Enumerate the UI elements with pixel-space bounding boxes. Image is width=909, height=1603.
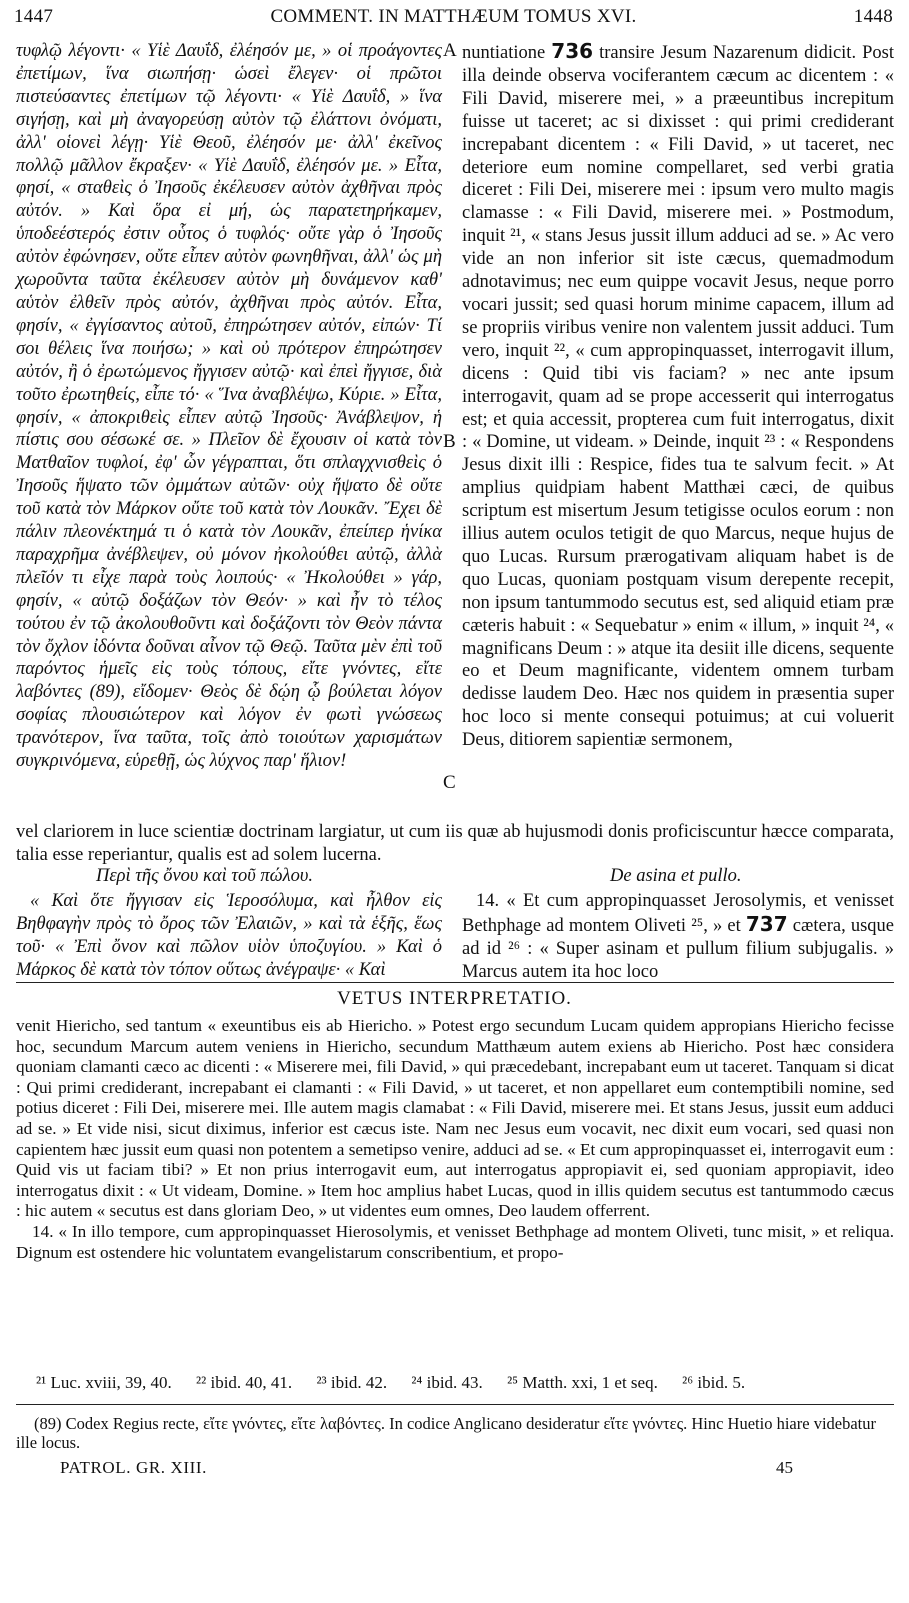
latin-column	[462, 40, 894, 752]
latin-text: transire Jesum Nazarenum didicit. Post illa deinde observa vociferantem cæcum ac dicentem : « Fili David, miserere mei, » a præeuntibus increpitum fuisse ut taceret; ac si dixisset : qui primi crediderant increpabant dicentem : « Fili David, » ut taceret, nec deteriore eum nomine compellaret, sed verbi gratia diceret : Fili Dei, miserere mei : ipsum vero multo magis clamasse : « Fili David, miserere mei. » Postmodum, inquit ²¹, « stans Jesus jussit illum adduci ad se. » Ac vero vide an non inferior sit iste cæcus, quemadmodum adnotavimus; nec eum quippe vocavit Jesus, neque porro vocari jussit; sed quasi horum minime capacem, illum ad se propriis viribus venire non valentem jussit adduci. Tum vero, inquit ²², « cum appropinquasset, interrogavit illum, dicens : Quid tibi vis faciam? » nec ante ipsum interrogavit, quam ad se prope accesserit qui interrogatus est; et quia accessit, propterea cum fuit interrogatus, dixit : « Domine, ut videam. » Deinde, inquit ²³ : « Respondens Jesus dixit illi : Respice, fides tua te salvum fecit. » At amplius quidpiam habent Matthæi cæci, de quibus scriptum est misertum Jesum tetigisse oculos eorum : non illius autem oculos tetigit de quo Marcus, neque hujus de quo Lucas. Rursum prærogativam aliquam habet is de quo Lucas, quoniam postquam visum derepente recepit, non ipsum tantummodo secutus est, sed aliquid etiam præ cæteris habuit : « Sequebatur » enim « illum, » inquit ²⁴, « magnificans Deum : » atque ita desiit ille dicens, sequente eo et Deum magnificante, videntem omnem turbam dedisse laudem Deo. Hæc nos quidem in præsentia super hoc loco si mente consequi potuimus; at cui voluerit Deus, ditiorem sapientiæ sermonem,	[462, 43, 894, 751]
greek-column	[16, 40, 442, 773]
footnote: ²² ibid. 40, 41.	[196, 1373, 293, 1392]
spanning-line-text: vel clariorem in luce scientiæ doctrinam largiatur, ut cum iis quæ ab hujusmodi donis proficiscuntur hæcce comparata, talia esse reperiantur, qualis est ad solem lucerna.	[16, 822, 894, 865]
running-title: COMMENT. IN MATTHÆUM TOMUS XVI.	[270, 6, 637, 27]
greek-section-14-text: « Καὶ ὅτε ἤγγισαν εἰς Ἱεροσόλυμα, καὶ ἦλθον εἰς Βηθφαγὴν πρὸς τὸ ὄρος τῶν Ἐλαιῶν, » καὶ τὰ ἑξῆς, ἕως τοῦ· « Ἐπὶ ὄνον καὶ πῶλον υἱὸν ὑποζυγίου. » Καὶ ὁ Μάρκος δὲ κατὰ τὸν τόπον οὕτως ἀνέγραψε· « Καὶ	[16, 891, 442, 980]
latin-section-heading: De asina et pullo.	[610, 866, 742, 886]
vetus-interpretatio-title: VETUS INTERPRETATIO.	[337, 988, 572, 1009]
footnote: ²⁴ ibid. 43.	[411, 1373, 483, 1392]
footnote: ²⁵ Matth. xxi, 1 et seq.	[507, 1373, 658, 1392]
divider-rule	[16, 982, 894, 983]
margin-letter-b: B	[443, 431, 456, 452]
latin-text-before: nuntiatione	[462, 43, 546, 63]
latin-section-14-after: cætera, usque ad id ²⁶ : « Super asinam et pullum filium subjugalis. » Marcus autem ita hoc loco	[462, 915, 895, 982]
vetus-paragraph-2: 14. « In illo tempore, cum appropinquasset Hierosolymis, et venisset Bethphage ad montem Oliveti, tunc misit, » et reliqua. Dignum est ostendere hic voluntatem evangelistarum conscribentium, et propo-	[16, 1221, 894, 1262]
running-header	[12, 4, 895, 32]
greek-section-heading: Περὶ τῆς ὄνου καὶ τοῦ πώλου.	[96, 866, 313, 886]
latin-section-14	[462, 890, 894, 984]
footnote: ²⁶ ibid. 5.	[682, 1373, 746, 1392]
latin-section-14-paragraph	[462, 890, 894, 984]
left-column-number: 1447	[14, 6, 54, 27]
footnote: ²¹ Luc. xviii, 39, 40.	[36, 1373, 172, 1392]
footnote: ²³ ibid. 42.	[316, 1373, 388, 1392]
vetus-paragraph-1: venit Hiericho, sed tantum « exeuntibus eis ab Hiericho. » Potest ergo secundum Lucam quidem appropians Hiericho fecisse hoc, secundum Marcum autem veniens in Hiericho, secundum Matthæum autem exiens ab Hiericho. Post hæc considera quoniam clamanti cæco ac dicenti : « Miserere mei, fili David, » qui præcedebant, increpabant eum ut taceret. Tanquam si dicat : Qui primi crediderant, increpabant ei clamanti : « Fili David, » ut taceret, et non appellaret eum contemptibili nomine, sed potius diceret : Fili Dei, miserere mei. Ille autem magis clamabat : « Fili David, miserere mei. Et stans Jesus, jussit eum adduci ad se. » Et vide nisi, sicut diximus, inferior est cæcus iste. Nam nec Jesus eum vocavit, nec dixit eum vocari, sed quasi non capientem hæc jussit eum quasi non potentem a semetipso venire, adduci ad se. « Et cum appropinquasset ei, interrogavit eum : Quid vis ut faciam tibi? » Et non prius interrogavit eum, aut interrogatus appropiavit ei, sed quoniam appropiavit, ideo interrogatus dixit : « Ut videam, Domine. » Item hoc amplius habet Lucas, quod in illis quidem secutus est tantummodo cæcus : hic autem « secutus est dans gloriam Deo, » ut videntes eum omnes, Deo laudem offerrent.	[16, 1016, 894, 1221]
column-number-737: 737	[745, 911, 788, 936]
footnote-rule	[16, 1404, 894, 1405]
footnotes	[36, 1373, 894, 1393]
column-number-736: 736	[551, 39, 594, 63]
editor-note	[16, 1414, 894, 1452]
editor-note-text: (89) Codex Regius recte, εἴτε γνόντες, εἴτε λαβόντες. In codice Anglicano desideratur εἴτε γνόντες. Hinc Huetio hiare videbatur ille locus.	[16, 1414, 876, 1452]
section-headings	[16, 866, 894, 890]
margin-letter-c: C	[443, 772, 456, 793]
page-number: 45	[776, 1458, 793, 1477]
margin-letter-a: A	[443, 40, 457, 61]
latin-paragraph	[462, 40, 894, 752]
greek-section-14	[16, 890, 442, 982]
greek-text: τυφλῷ λέγοντι· « Υἱὲ Δαυΐδ, ἐλέησόν με, » οἱ προάγοντες ἐπετίμων, ἵνα σιωπήσῃ· ὡσεὶ ἔλεγεν· οἱ πρῶτοι πιστεύσαντες ἐπετίμων τῷ λέγοντι· « Υἱὲ Δαυΐδ, » ἵνα σιγήσῃ, καὶ μὴ ἀναγορεύσῃ αὐτὸν τῷ ἐλάττονι ὀνόματι, ἀλλ' οἱονεὶ λέγῃ· Υἱὲ Θεοῦ, ἐλέησόν με· ἀλλ' ἐκεῖνος πολλῷ μᾶλλον ἔκραξεν· « Υἱὲ Δαυΐδ, ἐλέησόν με. » Εἶτα, φησί, « σταθεὶς ὁ Ἰησοῦς ἐκέλευσεν αὐτὸν ἀχθῆναι πρὸς αὐτόν. » Καὶ ὅρα εἰ μή, ὡς παρατετηρήκαμεν, ὑποδεέστερός ἐστιν οὗτος ὁ τυφλός· οὔτε γὰρ ὁ Ἰησοῦς αὐτὸν ἐφώνησεν, οὔτε εἶπεν αὐτὸν φωνηθῆναι, ἀλλ' ὡς μὴ χωροῦντα ταῦτα ἐκέλευσεν αὐτὸν μὴ δυνάμενον καθ' αὑτὸν ἐλθεῖν πρὸς αὐτόν, ἀχθῆναι πρὸς αὐτόν. Εἶτα, φησίν, « ἐγγίσαντος αὐτοῦ, ἐπηρώτησεν αὐτόν, εἰπών· Τί σοι θέλεις ἵνα ποιήσω; » καὶ οὐ πρότερον ἐπηρώτησεν αὐτόν, ἢ ὁ ἐρωτώμενος ἤγγισεν αὐτῷ· καὶ ἐπεὶ ἤγγισε, διὰ τοῦτο ἐρωτηθείς, εἶπε τό· « Ἵνα ἀναβλέψω, Κύριε. » Εἶτα, φησίν, « ἀποκριθεὶς εἶπεν αὐτῷ Ἰησοῦς· Ἀνάβλεψον, ἡ πίστις σου σέσωκέ σε. » Πλεῖον δὲ ἔχουσιν οἱ κατὰ τὸν Ματθαῖον τυφλοί, ἐφ' ὧν γέγραπται, ὅτι σπλαγχνισθεὶς ὁ Ἰησοῦς ἥψατο τῶν ὀμμάτων αὐτῶν· οὐχ ἥψατο δὲ οὔτε τοῦ κατὰ τὸν Μάρκον οὔτε τοῦ κατὰ τὸν Λουκᾶν. Ἔχει δὲ πάλιν πλεονέκτημά τι ὁ κατὰ τὸν Λουκᾶν, ἐπείπερ ἡνίκα παραχρῆμα ἀνέβλεψεν, οὐ μόνον ἠκολούθει αὐτῷ, ἀλλὰ πλεῖόν τι εἶχε παρὰ τοὺς λοιπούς· « Ἠκολούθει » γάρ, φησίν, « αὐτῷ δοξάζων τὸν Θεόν· » καὶ ἦν τὸ τέλος τούτου ἐν τῷ ἀκολουθοῦντι καὶ δοξάζοντι τὸν Θεὸν πάντα τὸν ὄχλον ἰδόντα δοῦναι αἶνον τῷ Θεῷ. Ταῦτα μὲν ἐπὶ τοῦ παρόντος ἡμεῖς εἰς τοὺς τόπους, εἴτε γνόντες, εἴτε λαβόντες (89), εἴδομεν· Θεὸς δὲ δῴη ᾧ βούλεται λόγον σοφίας πλουσιώτερον καὶ λόγον ἐν φωτὶ γνώσεως τρανότερον, ἵνα ταῦτα, τοῖς ἀπὸ τοιούτων χαρισμάτων συγκρινόμενα, εὑρεθῇ, ὡς λύχνος παρ' ἥλιον!	[16, 41, 442, 772]
vetus-interpretatio	[16, 1016, 894, 1263]
signature-mark: PATROL. GR. XIII.	[60, 1458, 207, 1477]
latin-section-14-before: 14. « Et cum appropinquasset Jerosolymis, et venisset Bethphage ad montem Oliveti ²⁵, » et	[462, 891, 894, 936]
spanning-line	[16, 821, 894, 867]
right-column-number: 1448	[853, 6, 893, 27]
